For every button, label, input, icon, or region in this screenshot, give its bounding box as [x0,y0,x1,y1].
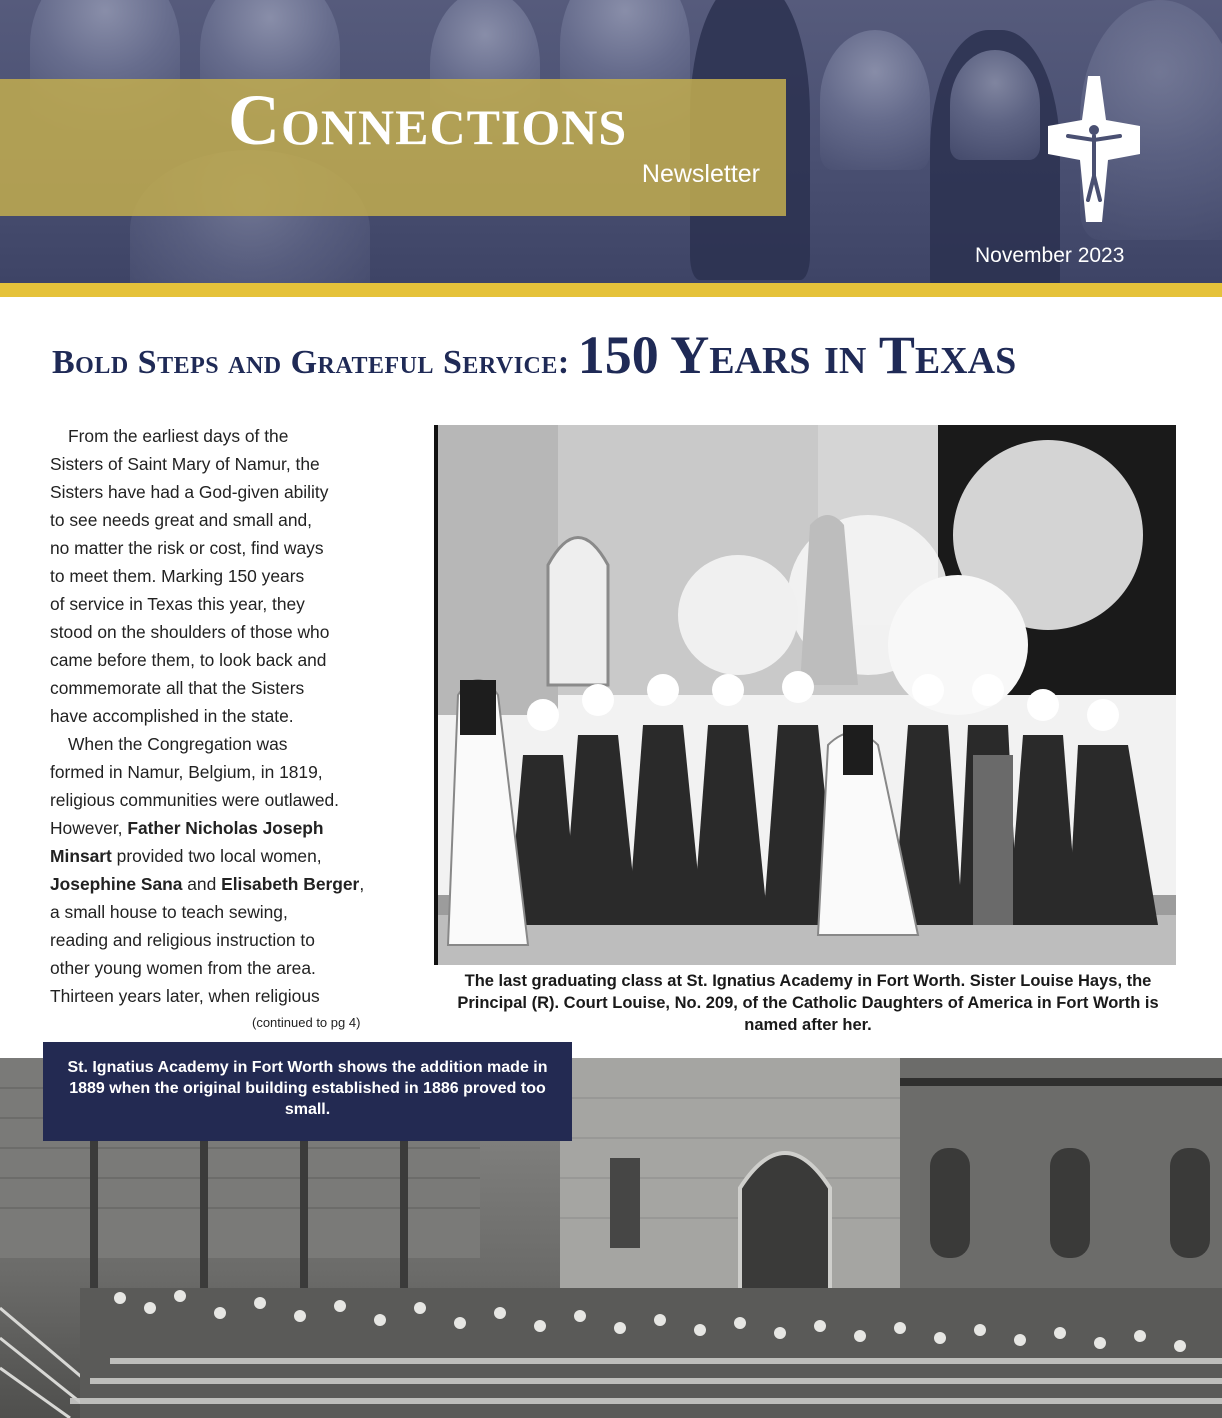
article-text: , [359,874,365,894]
article-line: of service in Texas this year, they [50,594,305,614]
banner-photo-figure [820,30,930,170]
article-line: formed in Namur, Belgium, in 1819, [50,762,323,782]
article-line [50,842,395,870]
continued-note[interactable]: (continued to pg 4) [252,1015,361,1030]
graduating-class-photo [434,425,1176,965]
gold-divider [0,283,1222,297]
article-line: other young women from the area. [50,958,316,978]
article-text: However, [50,818,128,838]
article-line [50,814,395,842]
academy-caption-box: St. Ignatius Academy in Fort Worth shows the addition made in 1889 when the original building established in 1886 proved too small. [43,1042,572,1141]
masthead-title: Connections [228,80,628,160]
photo-caption: The last graduating class at St. Ignatius Academy in Fort Worth. Sister Louise Hays, the Principal (R). Court Louise, No. 209, of the Catholic Daughters of America in Fort Worth is named after her. [457,972,1159,1034]
article-line: a small house to teach sewing, [50,902,288,922]
article-text: provided two local women, [111,846,322,866]
article-line: religious communities were outlawed. [50,790,340,810]
article-line: have accomplished in the state. [50,706,294,726]
masthead-subtitle: Newsletter [641,160,760,188]
article-body [50,422,395,1010]
article-line: came before them, to look back and [50,650,327,670]
graduating-class-photo-art [438,425,1176,965]
article-text: and [182,874,222,894]
article-line: stood on the shoulders of those who [50,622,330,642]
masthead-banner [0,0,1222,283]
person-name: Josephine Sana [50,874,183,894]
person-name: Minsart [50,846,112,866]
article-line: Sisters have had a God-given ability [50,482,329,502]
headline-main: 150 Years in Texas [577,325,1017,385]
headline-lead: Bold Steps and Grateful Service: [52,344,570,381]
article-line: Sisters of Saint Mary of Namur, the [50,454,320,474]
article-line: From the earliest days of the [68,426,289,446]
cross-figure-icon [1048,76,1140,222]
banner-photo-figure [950,50,1040,160]
article-line: commemorate all that the Sisters [50,678,305,698]
issue-date: November 2023 [975,244,1125,267]
article-line: Thirteen years later, when religious [50,986,320,1006]
article-line: to meet them. Marking 150 years [50,566,305,586]
article-line: When the Congregation was [68,734,288,754]
article-line [50,870,395,898]
person-name: Father Nicholas Joseph [127,818,324,838]
article-line: reading and religious instruction to [50,930,315,950]
page-headline [52,325,1202,385]
article-line: to see needs great and small and, [50,510,312,530]
person-name: Elisabeth Berger [221,874,360,894]
article-line: no matter the risk or cost, find ways [50,538,324,558]
